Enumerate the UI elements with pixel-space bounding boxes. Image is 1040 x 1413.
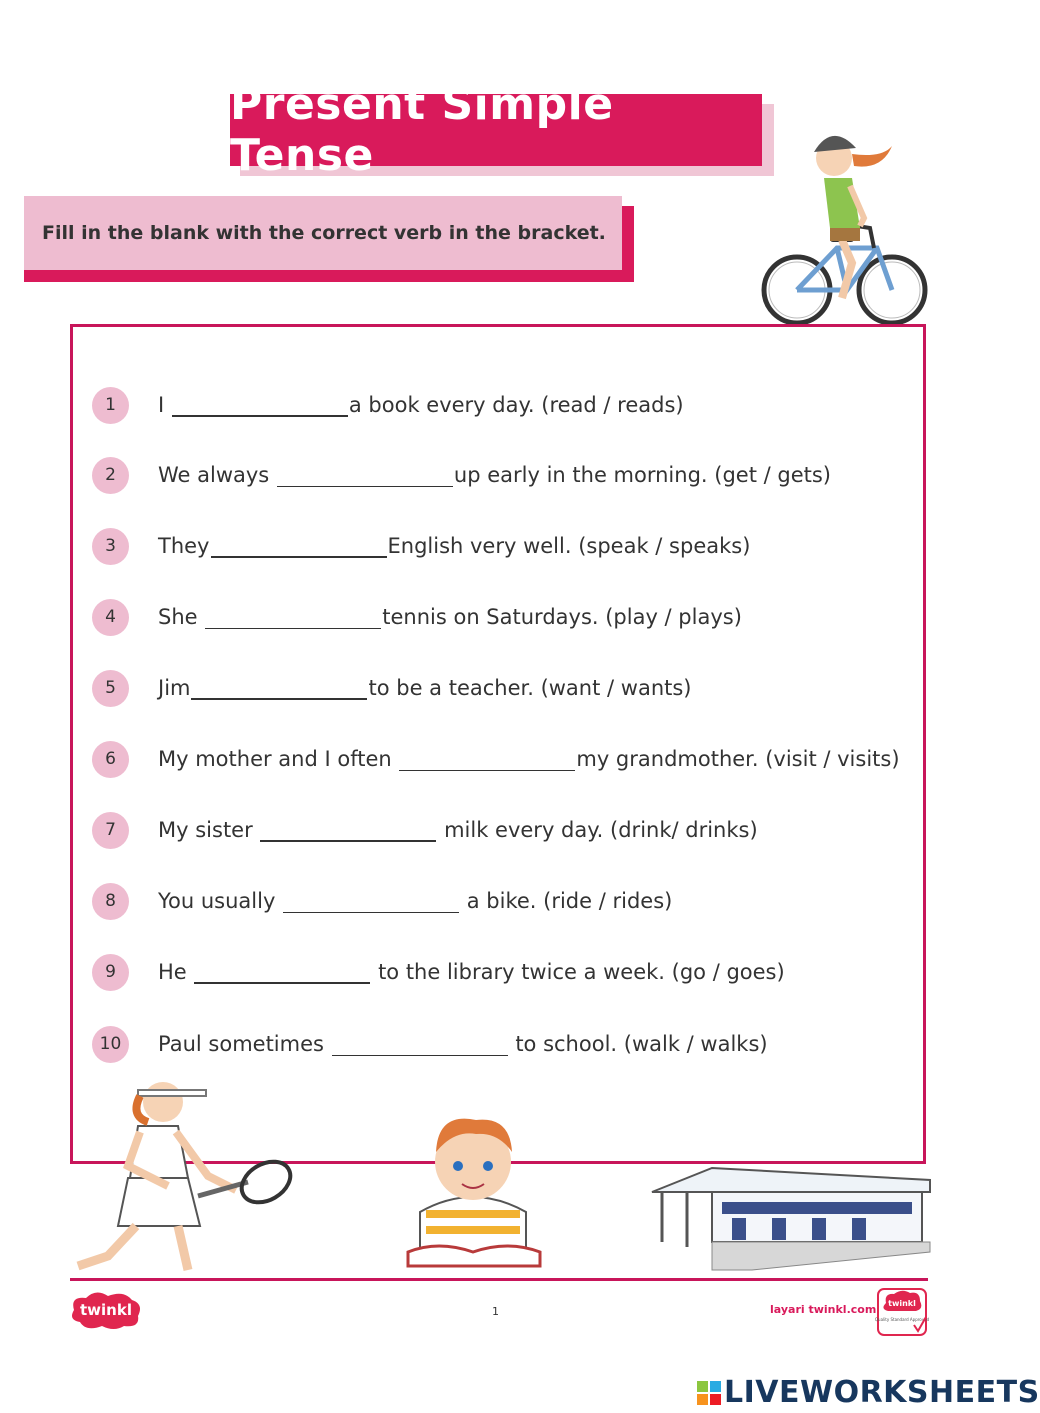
question-row: [92, 598, 742, 636]
question-number-badge: 8: [92, 883, 129, 920]
answer-blank[interactable]: [205, 606, 381, 629]
question-number-badge: 9: [92, 954, 129, 991]
quality-badge-icon: [876, 1287, 928, 1337]
boy-reading-illustration: [398, 1102, 548, 1270]
question-text-before: She: [158, 605, 205, 629]
question-row: [92, 811, 758, 849]
question-row: [92, 669, 692, 707]
question-number-badge: 5: [92, 670, 129, 707]
tennis-player-illustration: [68, 1066, 298, 1272]
question-text-after: a book every day. (read / reads): [348, 393, 684, 417]
question-row: [92, 1025, 768, 1063]
question-text-after: to school. (walk / walks): [508, 1032, 768, 1056]
answer-blank[interactable]: [172, 393, 348, 417]
page-title: Present Simple Tense: [230, 79, 614, 181]
question-row: [92, 740, 900, 778]
question-row: [92, 953, 785, 991]
question-text-after: tennis on Saturdays. (play / plays): [382, 605, 742, 629]
twinkl-logo: [68, 1290, 144, 1330]
question-text-before: Jim: [158, 676, 191, 700]
question-text: [158, 393, 684, 417]
school-building-illustration: [652, 1162, 930, 1272]
footer-divider: [70, 1278, 928, 1281]
title-banner: [230, 79, 762, 181]
question-text-before: My sister: [158, 818, 260, 842]
question-text: [158, 889, 672, 913]
answer-blank[interactable]: [277, 464, 453, 487]
question-number-badge: 6: [92, 741, 129, 778]
question-text-before: We always: [158, 463, 276, 487]
twinkl-link[interactable]: layari twinkl.com: [770, 1303, 877, 1316]
answer-blank[interactable]: [260, 818, 436, 842]
question-number-badge: 4: [92, 599, 129, 636]
question-text-after: English very well. (speak / speaks): [387, 534, 751, 558]
instruction-banner: [24, 196, 622, 270]
question-text: [158, 676, 692, 700]
page-number: 1: [492, 1305, 499, 1318]
answer-blank[interactable]: [399, 748, 575, 771]
answer-blank[interactable]: [211, 534, 387, 558]
question-text: [158, 747, 900, 771]
answer-blank[interactable]: [194, 960, 370, 984]
question-row: [92, 386, 684, 424]
question-number-badge: 1: [92, 387, 129, 424]
question-text-after: up early in the morning. (get / gets): [453, 463, 831, 487]
question-number-badge: 2: [92, 457, 129, 494]
question-text-before: He: [158, 960, 194, 984]
badge-subtext: Quality Standard Approved: [874, 1317, 930, 1322]
question-text-before: Paul sometimes: [158, 1032, 331, 1056]
question-text-after: a bike. (ride / rides): [460, 889, 673, 913]
twinkl-logo-text: twinkl: [80, 1301, 132, 1319]
question-row: [92, 882, 672, 920]
question-row: [92, 527, 750, 565]
question-text: [158, 960, 785, 984]
answer-blank[interactable]: [191, 676, 367, 700]
liveworksheets-icon: [697, 1381, 721, 1405]
answer-blank[interactable]: [283, 890, 459, 913]
question-text: [158, 605, 742, 629]
question-number-badge: 3: [92, 528, 129, 565]
question-text-before: You usually: [158, 889, 283, 913]
question-text: [158, 1032, 768, 1056]
question-text-after: to be a teacher. (want / wants): [368, 676, 692, 700]
cyclist-illustration: [752, 118, 937, 328]
question-text: [158, 534, 750, 558]
instruction-text: Fill in the blank with the correct verb in the bracket.: [42, 222, 606, 244]
question-row: [92, 456, 831, 494]
question-text-after: to the library twice a week. (go / goes): [371, 960, 785, 984]
question-text: [158, 818, 758, 842]
question-number-badge: 7: [92, 812, 129, 849]
answer-blank[interactable]: [332, 1033, 508, 1056]
question-number-badge: 10: [92, 1026, 129, 1063]
question-text-before: I: [158, 393, 171, 417]
liveworksheets-watermark: LIVEWORKSHEETS: [724, 1375, 1040, 1410]
question-text: [158, 463, 831, 487]
question-text-before: They: [158, 534, 210, 558]
question-text-after: my grandmother. (visit / visits): [576, 747, 900, 771]
question-text-before: My mother and I often: [158, 747, 399, 771]
question-text-after: milk every day. (drink/ drinks): [437, 818, 758, 842]
badge-text: twinkl: [888, 1299, 916, 1308]
